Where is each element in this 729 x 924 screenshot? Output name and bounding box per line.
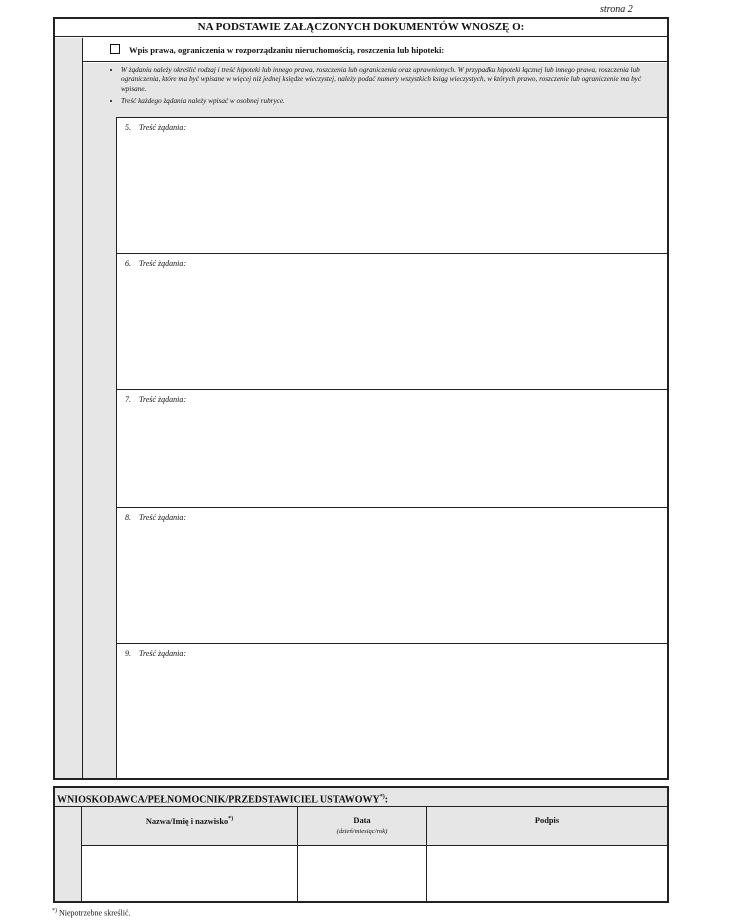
name-field[interactable] — [82, 846, 298, 901]
section-title: NA PODSTAWIE ZAŁĄCZONYCH DOKUMENTÓW WNOSZĘ O: — [53, 17, 669, 37]
field-label: 8. Treść żądania: — [125, 513, 187, 522]
column-header-name: Nazwa/Imię i nazwisko*) — [82, 807, 298, 846]
entry-type-checkbox[interactable] — [110, 44, 120, 54]
field-label: 5. Treść żądania: — [125, 123, 187, 132]
left-margin-column — [55, 38, 83, 778]
request-field-6[interactable] — [117, 253, 667, 389]
request-field-7[interactable] — [117, 389, 667, 507]
field-label: 6. Treść żądania: — [125, 259, 187, 268]
field-label: 7. Treść żądania: — [125, 395, 187, 404]
section-divider — [53, 779, 669, 783]
instruction-item: • Treść każdego żądania należy wpisać w osobnej rubryce. — [121, 97, 661, 106]
instruction-item: • W żądaniu należy określić rodzaj i treść hipoteki lub innego prawa, roszczenia lub ograniczenia oraz uprawnionych. W przypadku hipoteki łącznej lub innego prawa, roszczenia lub ograniczenia, które ma być wpisane w więcej niż jednej księdze wieczystej, należy podać numery wszystkich ksiąg wieczystych, w których prawo, roszczenie lub ograniczenie ma być wpisane. — [121, 66, 661, 94]
applicant-section-title: WNIOSKODAWCA/PEŁNOMOCNIK/PRZEDSTAWICIEL USTAWOWY*): — [55, 788, 667, 807]
checkbox-label: Wpis prawa, ograniczenia w rozporządzaniu nieruchomością, roszczenia lub hipoteki: — [129, 45, 445, 55]
inner-margin-column — [83, 117, 117, 778]
field-label: 9. Treść żądania: — [125, 649, 187, 658]
instructions — [83, 63, 667, 117]
column-header-date: Data (dzień/miesiąc/rok) — [298, 807, 427, 846]
signature-field[interactable] — [427, 846, 667, 901]
date-field[interactable] — [298, 846, 427, 901]
column-header-signature: Podpis — [427, 807, 667, 846]
applicant-left-column — [55, 807, 82, 901]
page-number: strona 2 — [600, 4, 633, 15]
request-field-5[interactable] — [117, 117, 667, 253]
request-field-8[interactable] — [117, 507, 667, 643]
footnote: *) Niepotrzebne skreślić. — [52, 908, 131, 918]
request-field-9[interactable] — [117, 643, 667, 778]
